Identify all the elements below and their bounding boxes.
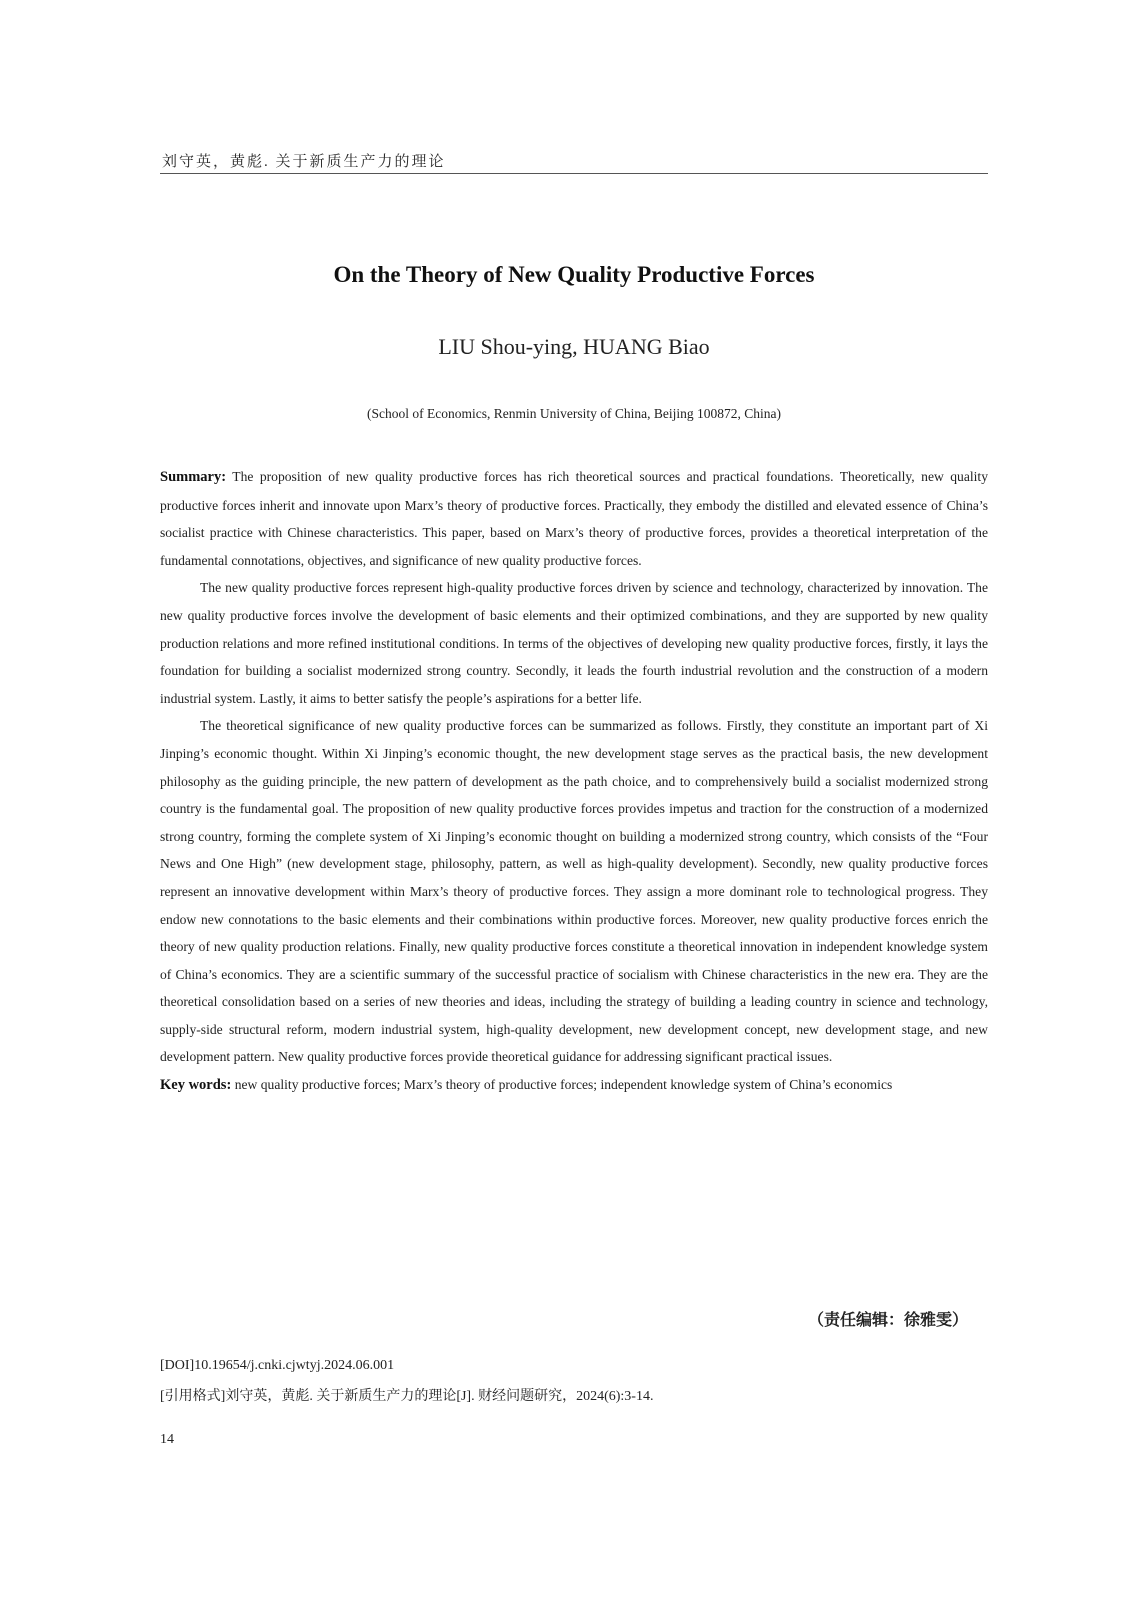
abstract-paragraph-1 bbox=[160, 463, 988, 574]
running-head: 刘守英，黄彪. 关于新质生产力的理论 bbox=[162, 154, 446, 170]
doi-line: [DOI]10.19654/j.cnki.cjwtyj.2024.06.001 bbox=[160, 1358, 395, 1373]
citation-line: [引用格式]刘守英，黄彪. 关于新质生产力的理论[J]. 财经问题研究，2024(6):3-14. bbox=[160, 1389, 654, 1404]
header-rule bbox=[160, 173, 988, 174]
abstract-text-3: The theoretical significance of new quality productive forces can be summarized as follows. Firstly, they constitute an important part of Xi Jinping’s economic thought. Within Xi Jinping’s economic thought, the new development stage serves as the practical basis, the new development philosophy as the guiding principle, the new pattern of development as the path choice, and to comprehensively build a socialist modernized strong country is the fundamental goal. The proposition of new quality productive forces provides impetus and traction for the construction of a modernized strong country, forming the complete system of Xi Jinping’s economic thought on building a modernized strong country, which consists of the “Four News and One High” (new development stage, philosophy, pattern, as well as high-quality development). Secondly, new quality productive forces represent an innovative development within Marx’s theory of productive forces. They assign a more dominant role to technological progress. They endow new connotations to the basic elements and their combinations within productive forces. Moreover, new quality productive forces enrich the theory of new quality production relations. Finally, new quality productive forces constitute a theoretical innovation in independent knowledge system of China’s economics. They are a scientific summary of the successful practice of socialism with Chinese characteristics in the new era. They are the theoretical consolidation based on a series of new theories and ideas, including the strategy of building a leading country in science and technology, supply-side structural reform, modern industrial system, high-quality development, new development concept, new development stage, and new development pattern. New quality productive forces provide theoretical guidance for addressing significant practical issues. bbox=[160, 718, 988, 1065]
summary-label: Summary: bbox=[160, 469, 227, 485]
keywords-label: Key words: bbox=[160, 1077, 232, 1094]
abstract-paragraph-3 bbox=[160, 712, 988, 1071]
abstract-text-2: The new quality productive forces represent high-quality productive forces driven by science and technology, characterized by innovation. The new quality productive forces involve the development of basic elements and their optimized combinations, and they are supported by new quality production relations and more refined institutional conditions. In terms of the objectives of developing new quality productive forces, firstly, it lays the foundation for building a socialist modernized strong country. Secondly, it leads the fourth industrial revolution and the construction of a modern industrial system. Lastly, it aims to better satisfy the people’s aspirations for a better life. bbox=[160, 580, 988, 706]
responsible-editor: （责任编辑：徐雅雯） bbox=[807, 1310, 968, 1329]
abstract-section bbox=[160, 463, 988, 1100]
author-list: LIU Shou-ying, HUANG Biao bbox=[438, 334, 710, 359]
paper-title: On the Theory of New Quality Productive Forces bbox=[333, 262, 815, 287]
author-affiliation: (School of Economics, Renmin University of China, Beijing 100872, China) bbox=[367, 406, 781, 421]
keywords-text: new quality productive forces; Marx’s theory of productive forces; independent knowledge system of China’s economics bbox=[234, 1077, 893, 1093]
page-number: 14 bbox=[160, 1432, 174, 1447]
abstract-paragraph-2 bbox=[160, 574, 988, 712]
keywords-paragraph bbox=[160, 1071, 988, 1100]
abstract-text-1: The proposition of new quality productive forces has rich theoretical sources and practical foundations. Theoretically, new quality productive forces inherit and innovate upon Marx’s theory of productive forces. Practically, they embody the distilled and elevated essence of China’s socialist practice with Chinese characteristics. This paper, based on Marx’s theory of productive forces, provides a theoretical interpretation of the fundamental connotations, objectives, and significance of new quality productive forces. bbox=[160, 469, 988, 568]
